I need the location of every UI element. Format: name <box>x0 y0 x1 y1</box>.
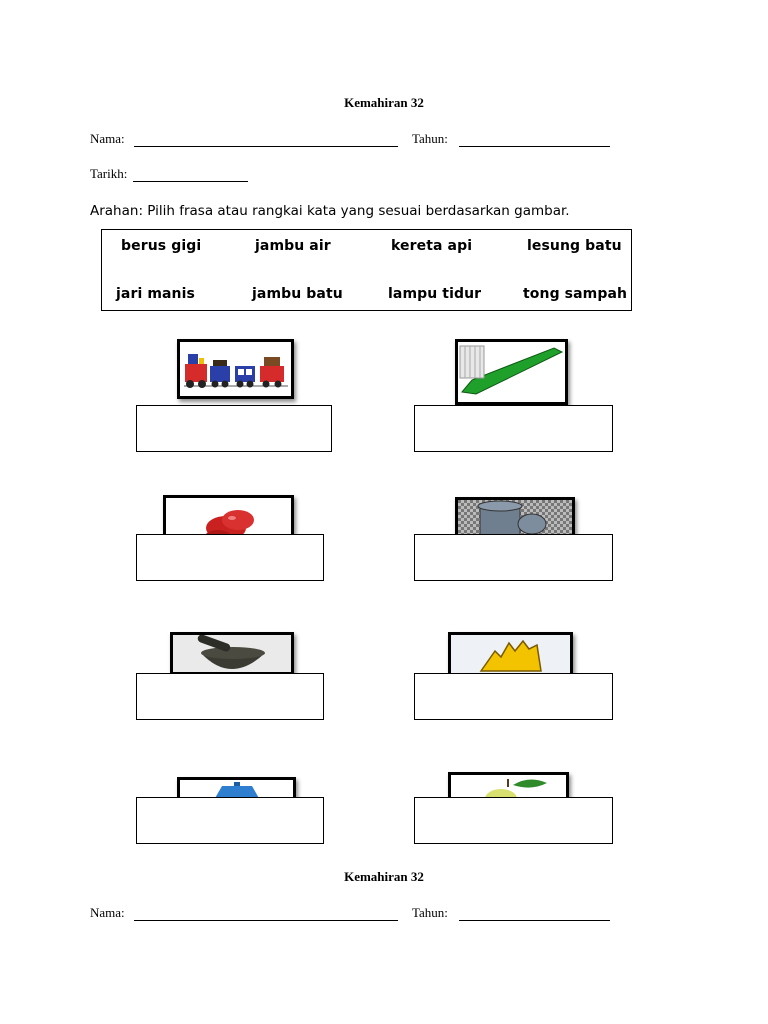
answer-box[interactable] <box>136 534 324 581</box>
answer-box[interactable] <box>136 673 324 720</box>
answer-box[interactable] <box>414 405 613 452</box>
trash-bin-icon <box>455 497 575 539</box>
answer-box[interactable] <box>136 797 324 844</box>
nama-label: Nama: <box>90 905 125 920</box>
instruction <box>90 203 570 219</box>
word-bank <box>101 229 632 311</box>
answer-box[interactable] <box>414 797 613 844</box>
answer-box[interactable] <box>414 673 613 720</box>
tahun-field[interactable] <box>459 920 610 921</box>
word-bank-item: lampu tidur <box>388 286 482 302</box>
answer-box[interactable] <box>414 534 613 581</box>
train-icon <box>177 339 294 399</box>
tahun-label: Tahun: <box>412 905 448 920</box>
mortar-pestle-icon <box>170 632 294 675</box>
nama-field[interactable] <box>134 146 398 147</box>
nama-field[interactable] <box>134 920 398 921</box>
answer-box[interactable] <box>136 405 332 452</box>
word-bank-item: berus gigi <box>121 238 202 254</box>
word-bank-item: jambu air <box>255 238 331 254</box>
tahun-field[interactable] <box>459 146 610 147</box>
word-bank-item: lesung batu <box>527 238 622 254</box>
instruction-prefix: Arahan: <box>90 203 143 219</box>
page-title-repeat: Kemahiran 32 <box>344 869 424 884</box>
hand-fingers-icon <box>448 632 573 676</box>
instruction-text: Pilih frasa atau rangkai kata yang sesuai berdasarkan gambar. <box>143 203 570 219</box>
tahun-label: Tahun: <box>412 131 448 146</box>
word-bank-item: kereta api <box>391 238 473 254</box>
word-bank-item: tong sampah <box>523 286 628 302</box>
nama-label: Nama: <box>90 131 125 146</box>
tarikh-label: Tarikh: <box>90 166 128 181</box>
toothbrush-icon <box>455 339 568 405</box>
word-bank-item: jambu batu <box>252 286 343 302</box>
page-title: Kemahiran 32 <box>344 95 424 110</box>
tarikh-field[interactable] <box>133 181 248 182</box>
word-bank-item: jari manis <box>116 286 195 302</box>
